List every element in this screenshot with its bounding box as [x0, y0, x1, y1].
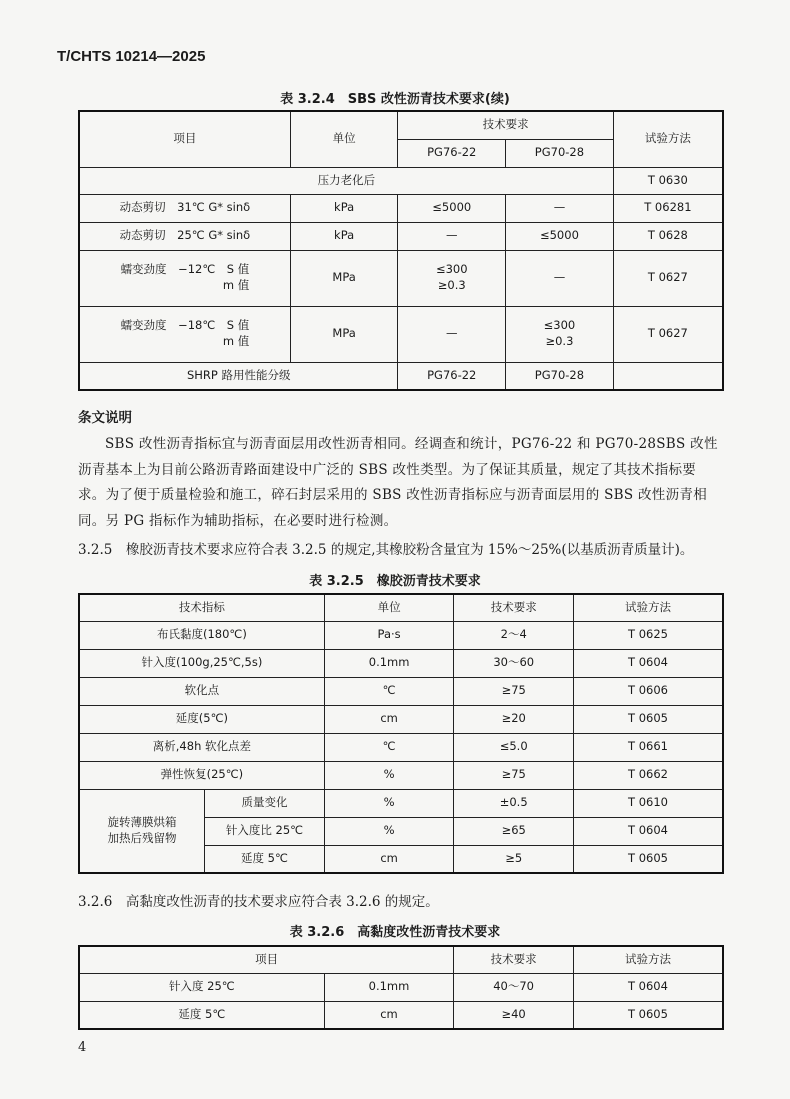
table-cell: PG70-28	[506, 362, 614, 390]
table-cell: T 0662	[574, 761, 724, 789]
table-cell: 针入度(100g,25℃,5s)	[79, 649, 324, 677]
table-cell: kPa	[290, 222, 398, 250]
table-cell: 针入度比 25℃	[205, 817, 325, 845]
table-cell: —	[398, 306, 506, 362]
note-title: 条文说明	[78, 410, 132, 426]
table-row	[79, 789, 723, 817]
table-3-2-4	[78, 110, 724, 391]
table-row	[79, 306, 723, 362]
table-row	[79, 733, 723, 761]
table-cell: T 0604	[573, 973, 723, 1001]
table-cell: 布氏黏度(180℃)	[79, 621, 324, 649]
table-header-method: 试验方法	[613, 111, 723, 167]
table-cell: PG76-22	[398, 362, 506, 390]
note-paragraph: SBS 改性沥青指标宜与沥青面层用改性沥青相同。经调查和统计，PG76-22 和 PG70-28SBS 改性沥青基本上为目前公路沥青路面建设中广泛的 SBS 改性类型。为了保证其质量，规定了其技术指标要求。为了便于质量检验和施工，碎石封层采用的 SBS 改性沥青指标应与沥青面层用的 SBS 改性沥青相同。另 PG 指标作为辅助指标，在必要时进行检测。	[78, 436, 718, 529]
table-cell: SHRP 路用性能分级	[79, 362, 398, 390]
table-cell: —	[398, 222, 506, 250]
table-cell: T 0610	[574, 789, 724, 817]
table-header-requirement: 技术要求	[398, 111, 613, 139]
table-row	[79, 167, 723, 194]
table-row	[79, 649, 723, 677]
table-cell	[613, 362, 723, 390]
table-cell: 延度 5℃	[205, 845, 325, 873]
table-cell: 离析,48h 软化点差	[79, 733, 324, 761]
table-header-item: 项目	[79, 111, 290, 167]
table-cell: MPa	[290, 306, 398, 362]
table-cell: ≥40	[454, 1001, 574, 1029]
table-row	[79, 761, 723, 789]
table-cell: 质量变化	[205, 789, 325, 817]
table-header-method: 试验方法	[574, 594, 724, 621]
table-row	[79, 973, 723, 1001]
item-line-2: m 值	[222, 334, 250, 348]
table-row	[79, 1001, 723, 1029]
table-cell: T 0627	[613, 250, 723, 306]
table-cell: T 0605	[574, 705, 724, 733]
table-cell: 30～60	[454, 649, 574, 677]
clause-3-2-5: 3.2.5 橡胶沥青技术要求应符合表 3.2.5 的规定,其橡胶粉含量宜为 15%～25%(以基质沥青质量计)。	[78, 542, 694, 558]
table-cell: 动态剪切 25℃ G* sinδ	[79, 222, 290, 250]
table-cell: ≥65	[454, 817, 574, 845]
table-cell: 2～4	[454, 621, 574, 649]
group-label-line-1: 旋转薄膜烘箱	[107, 815, 177, 830]
table-cell: 40～70	[454, 973, 574, 1001]
group-label-line-2: 加热后残留物	[107, 830, 177, 845]
table-cell: 弹性恢复(25℃)	[79, 761, 324, 789]
table-header-unit: 单位	[324, 594, 454, 621]
value-line-1: ≤300	[543, 318, 576, 333]
table-cell: T 0604	[574, 817, 724, 845]
table-3-2-5	[78, 593, 724, 874]
table-header-item: 技术指标	[79, 594, 324, 621]
table-cell: 延度 5℃	[79, 1001, 324, 1029]
table-3-2-5-caption: 表 3.2.5 橡胶沥青技术要求	[309, 574, 481, 589]
table-cell: —	[506, 250, 614, 306]
table-row	[79, 222, 723, 250]
table-cell: cm	[324, 705, 454, 733]
table-cell: cm	[324, 1001, 454, 1029]
table-cell: ℃	[324, 677, 454, 705]
table-cell: %	[324, 789, 454, 817]
document-code: T/CHTS 10214—2025	[57, 48, 206, 65]
table-row	[79, 621, 723, 649]
table-cell: 软化点	[79, 677, 324, 705]
table-cell: T 06281	[613, 194, 723, 222]
table-row	[79, 677, 723, 705]
table-cell: cm	[324, 845, 454, 873]
table-cell: ≥5	[454, 845, 574, 873]
table-cell: 压力老化后	[79, 167, 613, 194]
table-cell: 0.1mm	[324, 649, 454, 677]
table-row	[79, 194, 723, 222]
page-number: 4	[78, 1040, 87, 1055]
table-header-pg76-22: PG76-22	[398, 139, 506, 167]
table-cell: —	[506, 194, 614, 222]
item-line-1: 蠕变劲度 −18℃ S 值	[120, 318, 250, 333]
table-header-requirement: 技术要求	[454, 594, 574, 621]
table-cell: T 0627	[613, 306, 723, 362]
table-cell: 动态剪切 31℃ G* sinδ	[79, 194, 290, 222]
table-cell: %	[324, 761, 454, 789]
table-cell: Pa·s	[324, 621, 454, 649]
table-cell	[79, 306, 290, 362]
table-cell: T 0630	[613, 167, 723, 194]
table-cell: %	[324, 817, 454, 845]
table-cell: MPa	[290, 250, 398, 306]
table-header-unit: 单位	[290, 111, 398, 167]
table-cell: T 0606	[574, 677, 724, 705]
table-cell	[506, 306, 614, 362]
table-header-method: 试验方法	[573, 946, 723, 973]
table-cell	[79, 250, 290, 306]
table-header-item: 项目	[79, 946, 454, 973]
table-group-label	[79, 789, 205, 873]
table-cell: ≤5000	[398, 194, 506, 222]
table-cell: 延度(5℃)	[79, 705, 324, 733]
table-cell: T 0628	[613, 222, 723, 250]
table-row	[79, 705, 723, 733]
table-cell: ≥75	[454, 677, 574, 705]
table-cell: ℃	[324, 733, 454, 761]
item-line-1: 蠕变劲度 −12℃ S 值	[120, 262, 250, 277]
table-3-2-6-caption: 表 3.2.6 高黏度改性沥青技术要求	[289, 925, 501, 940]
value-line-2: ≥0.3	[545, 334, 574, 348]
table-row	[79, 362, 723, 390]
table-header-requirement: 技术要求	[454, 946, 574, 973]
table-header-pg70-28: PG70-28	[506, 139, 614, 167]
table-cell: ≤5.0	[454, 733, 574, 761]
value-line-1: ≤300	[435, 262, 468, 277]
table-cell: ≤5000	[506, 222, 614, 250]
clause-3-2-6: 3.2.6 高黏度改性沥青的技术要求应符合表 3.2.6 的规定。	[78, 894, 439, 910]
table-cell: ≥75	[454, 761, 574, 789]
table-cell: T 0604	[574, 649, 724, 677]
table-cell: T 0625	[574, 621, 724, 649]
table-3-2-4-caption: 表 3.2.4 SBS 改性沥青技术要求(续)	[280, 92, 510, 107]
table-row	[79, 250, 723, 306]
table-cell: ±0.5	[454, 789, 574, 817]
table-cell: 0.1mm	[324, 973, 454, 1001]
table-cell: 针入度 25℃	[79, 973, 324, 1001]
table-cell: T 0661	[574, 733, 724, 761]
table-cell: T 0605	[574, 845, 724, 873]
item-line-2: m 值	[222, 278, 250, 292]
table-cell: kPa	[290, 194, 398, 222]
table-cell: T 0605	[573, 1001, 723, 1029]
table-cell: ≥20	[454, 705, 574, 733]
table-3-2-6	[78, 945, 724, 1030]
table-cell	[398, 250, 506, 306]
value-line-2: ≥0.3	[437, 278, 466, 292]
